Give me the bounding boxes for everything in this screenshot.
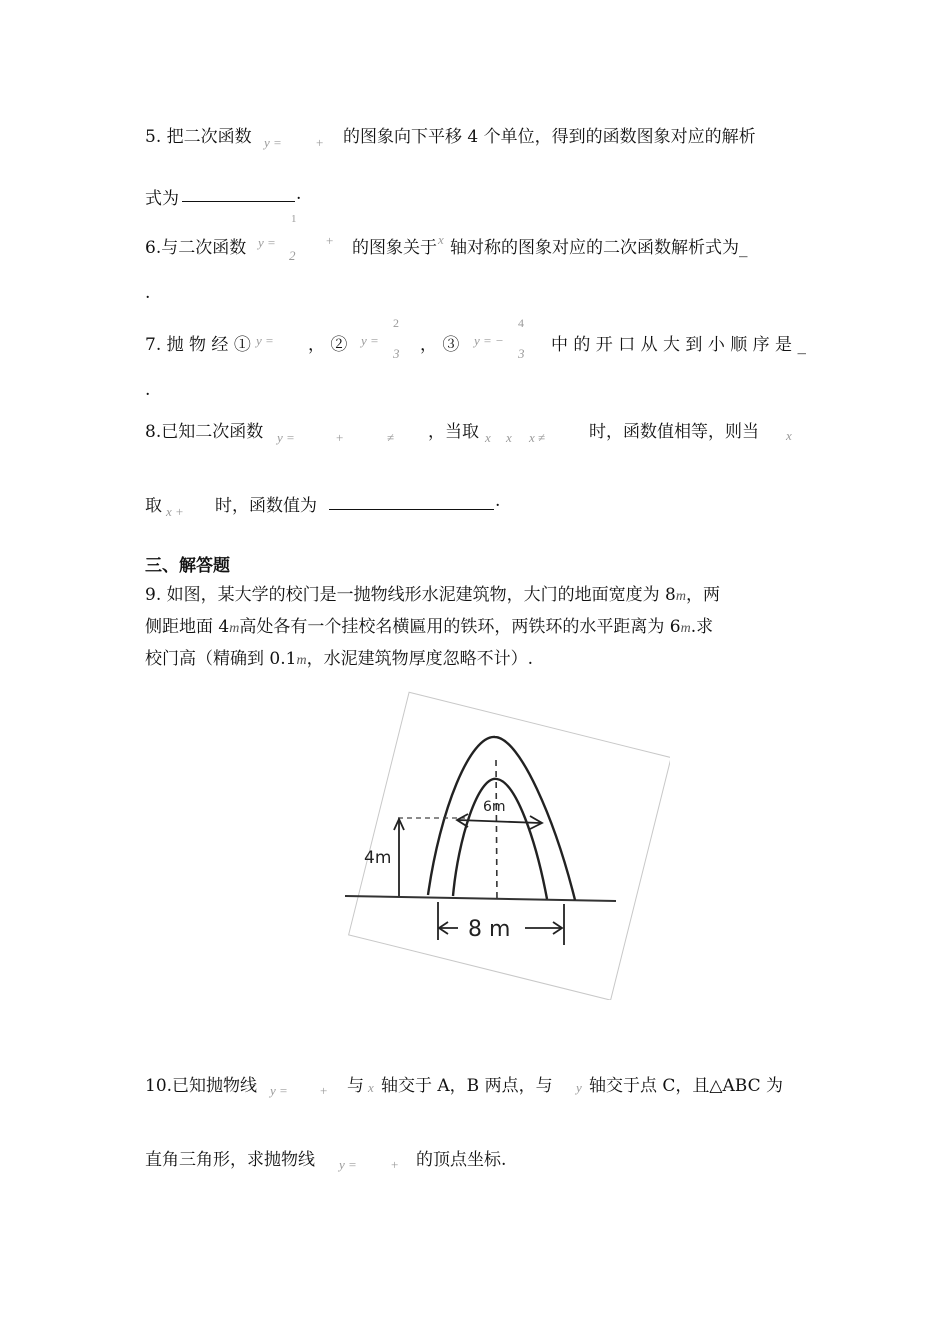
q10-math2-plus: + xyxy=(391,1157,399,1172)
q8-math-plus: + xyxy=(336,430,344,445)
q10-text-b: 与 xyxy=(347,1076,364,1096)
q7-math-3-num: 4 xyxy=(518,316,524,330)
q9-line-2: 侧距地面 4m高处各有一个挂校名横匾用的铁环，两铁环的水平距离为 6m.求 xyxy=(145,617,714,637)
question-9 xyxy=(145,580,810,676)
q6-math-plus: + xyxy=(326,233,334,248)
q10-math2-lhs: y = xyxy=(339,1157,357,1172)
q10-text-d: 轴交于点 C，且△ABC 为 xyxy=(589,1076,783,1096)
q8-var-x: x xyxy=(786,428,792,443)
q7-math-2-den: 3 xyxy=(393,346,400,361)
label-8m: 8 m xyxy=(468,917,511,942)
label-4m: 4m xyxy=(364,848,392,868)
q9-line-1: 9. 如图，某大学的校门是一抛物线形水泥建筑物，大门的地面宽度为 8m，两 xyxy=(145,585,720,605)
q8-text-d: 取 xyxy=(145,496,162,516)
q10-math-lhs: y = xyxy=(270,1083,288,1098)
q5-math-plus: + xyxy=(316,135,324,150)
q10-text-f: 的顶点坐标. xyxy=(416,1150,507,1170)
q8-text-a: 8.已知二次函数 xyxy=(145,422,264,442)
q6-text-b: 的图象关于 xyxy=(352,238,437,258)
q7-math-1: y = xyxy=(256,333,274,348)
q8-math-ne: ≠ xyxy=(387,430,395,445)
gate-figure xyxy=(340,690,670,1000)
q10-text-a: 10.已知抛物线 xyxy=(145,1076,258,1096)
q8-math-x1: x xyxy=(485,430,491,445)
q6-period: . xyxy=(145,283,151,303)
q8-period: . xyxy=(495,491,501,511)
q7-text-a: 7. 抛 物 经 ① xyxy=(145,335,251,355)
q8-math-x3: x ≠ xyxy=(529,430,546,445)
q7-math-3-den: 3 xyxy=(518,346,525,361)
q6-var-x: x xyxy=(438,232,444,247)
q8-math-lhs: y = xyxy=(277,430,295,445)
q7-math-2: y = xyxy=(361,333,379,348)
q7-text-b: ， ② xyxy=(308,335,348,355)
q5-text-a: 5. 把二次函数 xyxy=(145,127,252,147)
q10-var-y: y xyxy=(576,1080,582,1095)
q5-text-c: 式为 xyxy=(145,189,179,209)
q5-answer-blank[interactable] xyxy=(182,185,295,202)
q7-math-2-num: 2 xyxy=(393,316,399,330)
q6-fraction-den: 2 xyxy=(289,248,296,263)
q7-text-c: ， ③ xyxy=(420,335,460,355)
q8-math-x2: x xyxy=(506,430,512,445)
q7-math-3: y = − xyxy=(474,333,504,348)
q5-period: . xyxy=(296,184,302,204)
q8-answer-blank[interactable] xyxy=(329,493,494,510)
q8-text-c: 时，函数值相等，则当 xyxy=(589,422,759,442)
q7-period: . xyxy=(145,380,151,400)
label-6m: 6m xyxy=(483,799,506,815)
q10-text-c: 轴交于 A，B 两点，与 xyxy=(381,1076,553,1096)
q9-line-3: 校门高（精确到 0.1m，水泥建筑物厚度忽略不计）. xyxy=(145,649,533,669)
q8-text-e: 时，函数值为 xyxy=(215,496,317,516)
q10-text-e: 直角三角形，求抛物线 xyxy=(145,1150,315,1170)
q6-fraction-num: 1 xyxy=(291,213,297,225)
q8-text-b: ，当取 xyxy=(428,422,479,442)
q8-math-xsum: x + xyxy=(166,504,184,519)
q10-var-x: x xyxy=(368,1080,374,1095)
q6-text-a: 6.与二次函数 xyxy=(145,238,247,258)
photo-frame xyxy=(349,692,670,1000)
q5-text-b: 的图象向下平移 4 个单位，得到的函数图象对应的解析 xyxy=(343,127,756,147)
q5-math-lhs: y = xyxy=(264,135,282,150)
q6-math-lhs: y = xyxy=(258,235,276,250)
q10-math-plus: + xyxy=(320,1083,328,1098)
q7-text-d: 中 的 开 口 从 大 到 小 顺 序 是 _ xyxy=(551,335,806,355)
section-heading: 三、解答题 xyxy=(145,556,230,576)
q6-text-c: 轴对称的图象对应的二次函数解析式为_ xyxy=(450,238,748,258)
